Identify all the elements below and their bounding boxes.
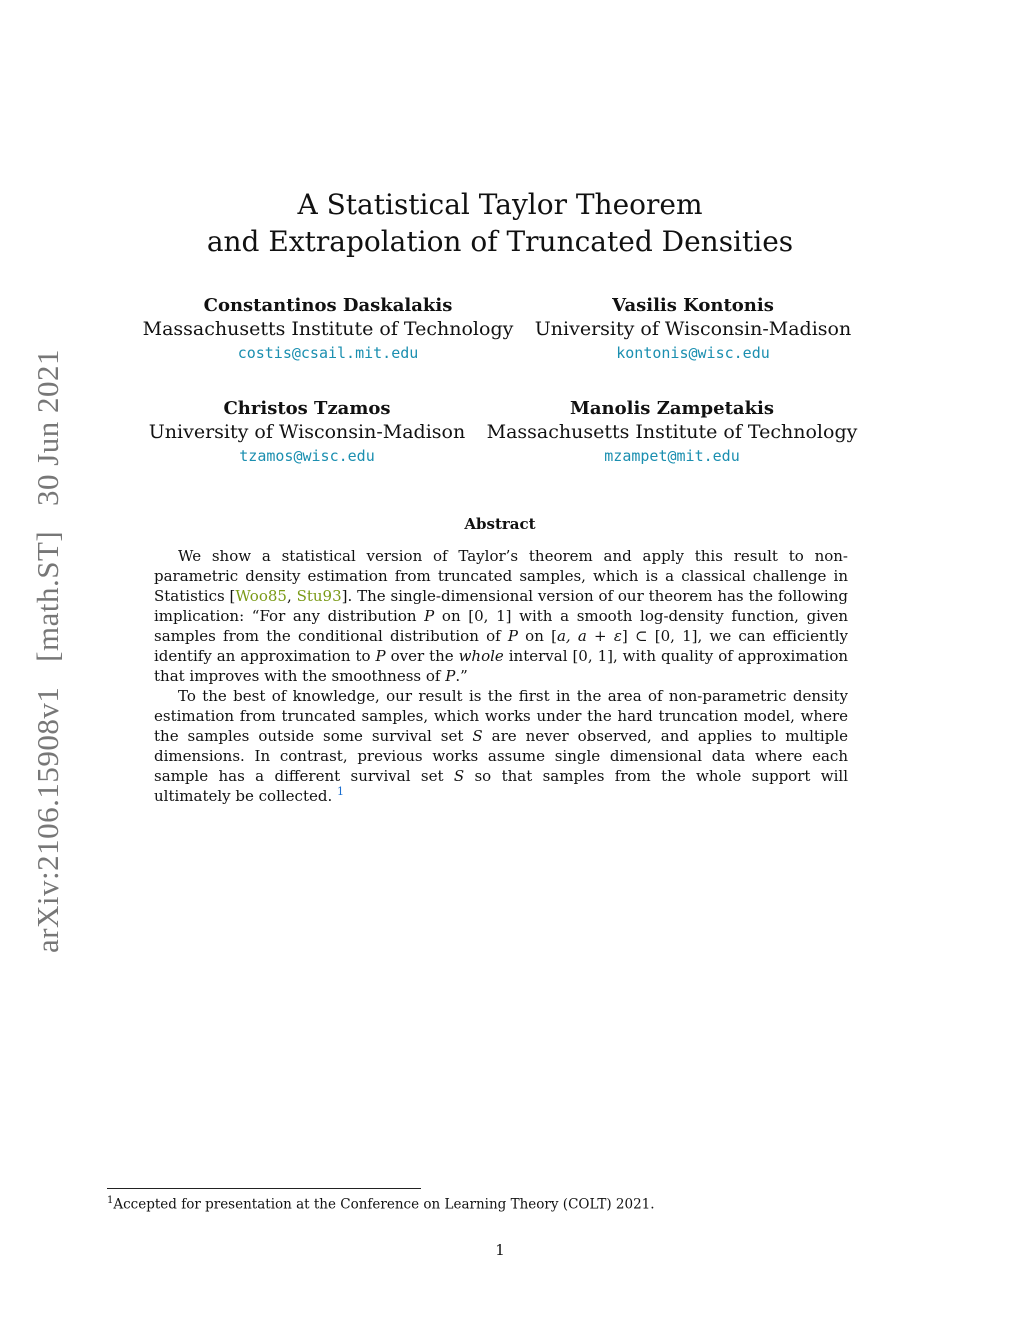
footnote-reference-link[interactable]: 1 bbox=[337, 785, 345, 798]
arxiv-date: 30 Jun 2021 bbox=[30, 348, 65, 507]
footnote-divider bbox=[107, 1188, 421, 1189]
abstract-text: over the bbox=[385, 647, 459, 665]
author-name: Christos Tzamos bbox=[223, 398, 391, 419]
math-symbol: S bbox=[453, 767, 465, 785]
abstract-text: ] ⊂ [0, 1], we can efficiently identify an approximation to bbox=[154, 627, 848, 665]
arxiv-sidebar-stamp bbox=[30, 346, 66, 956]
author-block bbox=[138, 294, 518, 366]
abstract-text: on [ bbox=[517, 627, 557, 645]
abstract-text: , bbox=[286, 587, 297, 605]
math-interval: a, a + ε bbox=[556, 627, 622, 645]
footnote-marker: 1 bbox=[107, 1195, 114, 1206]
abstract-text: ]. The single-dimensional version of our theorem has the following implication: “For any distribution bbox=[154, 587, 848, 625]
citation-link[interactable]: Stu93 bbox=[296, 587, 342, 605]
abstract-paragraph-1 bbox=[154, 546, 848, 686]
abstract-text: on [0, 1] with a smooth log-density function, given samples from the conditional distribution of bbox=[154, 607, 848, 645]
author-email-link[interactable]: costis@csail.mit.edu bbox=[237, 344, 419, 362]
arxiv-stamp-text bbox=[30, 349, 66, 953]
author-affiliation: Massachusetts Institute of Technology bbox=[486, 421, 858, 443]
arxiv-category: [math.ST] bbox=[30, 530, 65, 662]
author-email-link[interactable]: tzamos@wisc.edu bbox=[239, 447, 375, 465]
abstract-text: To the best of knowledge, our result is the first in the area of non-parametric density estimation from truncated samples, which works under the hard truncation model, where the samples outside some survival set bbox=[154, 687, 848, 745]
math-symbol: P bbox=[507, 627, 518, 645]
author-affiliation: University of Wisconsin-Madison bbox=[534, 318, 852, 340]
author-affiliation: University of Wisconsin-Madison bbox=[148, 421, 466, 443]
abstract-text: We show a statistical version of Taylor’s theorem and apply this result to non-parametric density estimation from truncated samples, which is a classical challenge in Statistics [ bbox=[154, 547, 848, 605]
citation-link[interactable]: Woo85 bbox=[235, 587, 287, 605]
author-name: Vasilis Kontonis bbox=[612, 295, 774, 316]
author-email-link[interactable]: mzampet@mit.edu bbox=[604, 447, 740, 465]
abstract-text: interval [0, 1], with quality of approximation that improves with the smoothness of bbox=[154, 647, 849, 685]
author-name: Constantinos Daskalakis bbox=[203, 295, 453, 316]
author-email-link[interactable]: kontonis@wisc.edu bbox=[616, 344, 770, 362]
math-symbol: P bbox=[445, 667, 456, 685]
author-block bbox=[117, 397, 497, 469]
abstract-text: are never observed, and applies to multiple dimensions. In contrast, previous works assume single dimensional data where each sample has a different survival set bbox=[154, 727, 848, 785]
page-number: 1 bbox=[495, 1241, 505, 1259]
paper-title-line-2: and Extrapolation of Truncated Densities bbox=[206, 225, 794, 258]
footnote-text: Accepted for presentation at the Conference on Learning Theory (COLT) 2021. bbox=[113, 1196, 655, 1213]
abstract-paragraph-2 bbox=[154, 686, 848, 806]
abstract-body bbox=[154, 546, 848, 806]
emphasis-text: whole bbox=[458, 647, 504, 665]
abstract-text: so that samples from the whole support will ultimately be collected. bbox=[154, 767, 849, 805]
author-affiliation: Massachusetts Institute of Technology bbox=[142, 318, 514, 340]
abstract-heading: Abstract bbox=[464, 515, 536, 533]
footnote bbox=[107, 1192, 655, 1214]
math-symbol: P bbox=[424, 607, 435, 625]
math-symbol: S bbox=[472, 727, 483, 745]
paper-title-line-1: A Statistical Taylor Theorem bbox=[297, 188, 703, 221]
math-symbol: P bbox=[375, 647, 386, 665]
author-name: Manolis Zampetakis bbox=[569, 398, 775, 419]
author-block bbox=[503, 294, 883, 366]
author-block bbox=[482, 397, 862, 469]
arxiv-id: arXiv:2106.15908v1 bbox=[30, 686, 65, 954]
abstract-text: .” bbox=[455, 667, 468, 685]
